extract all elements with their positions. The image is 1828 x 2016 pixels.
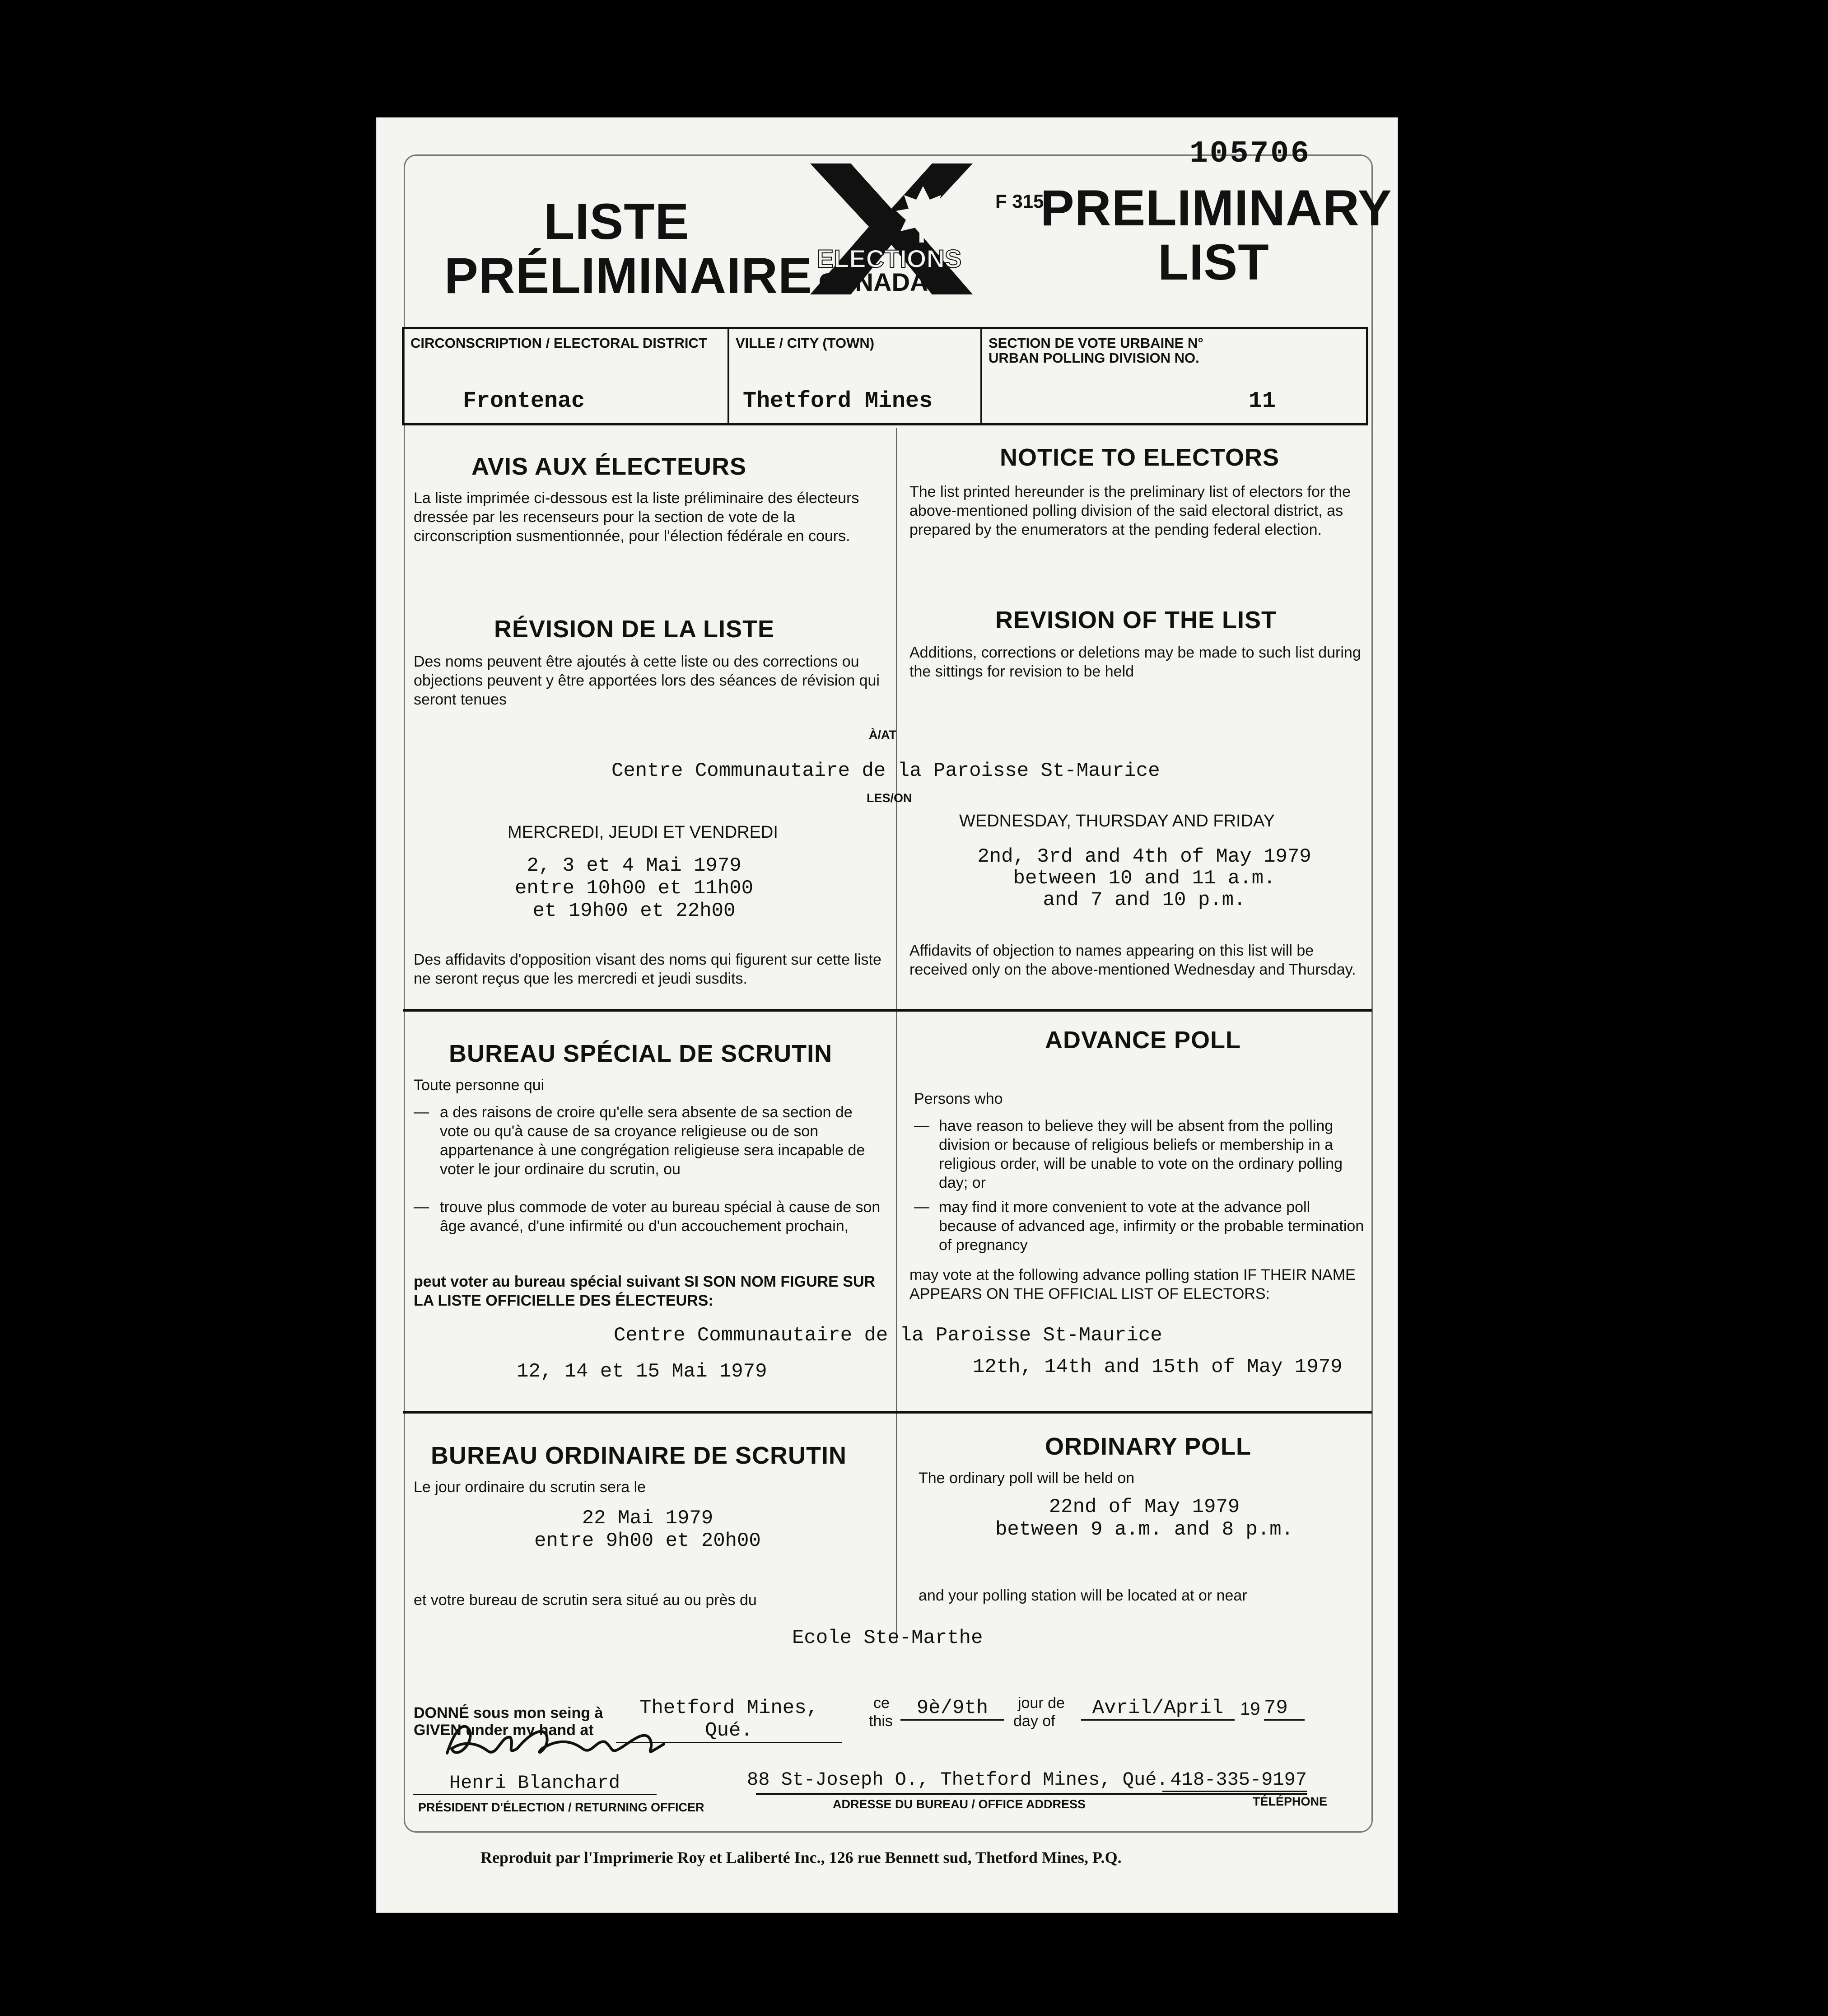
advance-title-en: ADVANCE POLL bbox=[1045, 1027, 1241, 1054]
ordinary-title-en: ORDINARY POLL bbox=[1045, 1433, 1252, 1460]
title-fr-line1: LISTE bbox=[544, 193, 690, 250]
advance-item1-en: have reason to believe they will be absent from the polling division or because of religious beliefs or membership in a religious order, will be unable to vote on the ordinary polling day; or bbox=[939, 1117, 1343, 1191]
on-label: LES/ON bbox=[867, 791, 912, 805]
ordinary-title-fr: BUREAU ORDINAIRE DE SCRUTIN bbox=[431, 1442, 847, 1469]
given-place: Thetford Mines, Qué. bbox=[616, 1697, 842, 1743]
advance-dates-fr: 12, 14 et 15 Mai 1979 bbox=[517, 1360, 767, 1383]
given-year-suffix: 79 bbox=[1264, 1697, 1305, 1721]
station-text-fr: et votre bureau de scrutin sera situé au ou près du bbox=[414, 1591, 757, 1609]
ce-label: ce bbox=[873, 1694, 890, 1712]
ordinary-date-fr: 22 Mai 1979 bbox=[582, 1507, 713, 1530]
revision-dates-en: 2nd, 3rd and 4th of May 1979 bbox=[977, 845, 1311, 868]
revision-times-en-1: between 10 and 11 a.m. bbox=[1013, 867, 1276, 890]
notice-sheet: 105706 LISTE PRÉLIMINAIRE ELECTIONS CANADA F 315 PRELIMINARY LIST CIRCONSCRIPTION / ELECTORAL DISTRICT Frontenac VILLE / CITY (TOWN) Thetford Mines SECTION DE VOTE URBAINE N° URBAN POLLING DIVISION NO. 11 AVIS AUX ÉLECTEURS La liste imprimée ci-dessous est la liste préliminaire des électeurs dressée par les recenseurs pour la section de vote de la circonscription susmentionnée, pour l'élection fédérale en cours. NOTICE TO ELECTORS The list printed hereunder is the preliminary list of electors for the above-mentioned polling division of the said electoral district, as prepared by the enumerators at the pending federal election. RÉVISION DE LA LISTE Des noms peuvent être ajoutés à cette liste ou des corrections ou objections peuvent y être apportées lors des séances de révision qui seront tenues REVISION OF THE LIST Additions, corrections or deletions may be made to such list during the sittings for revision to be held À/AT Centre Communautaire de la Paroisse St-Maurice LES/ON MERCREDI, JEUDI ET VENDREDI WEDNESDAY, THURSDAY AND FRIDAY 2, 3 et 4 Mai 1979 entre 10h00 et 11h00 et 19h00 et 22h00 2nd, 3rd and 4th of May 1979 between 10 and 11 a.m. and 7 and 10 p.m. Des affidavits d'opposition visant des noms qui figurent sur cette liste ne seront reçus que les mercredi et jeudi susdits. Affidavits of objection to names appearing on this list will be received only on the above-mentioned Wednesday and Thursday. BUREAU SPÉCIAL DE SCRUTIN Toute personne qui — a des raisons de croire qu'elle sera absente de sa section de vote ou qu'à cause de sa croyance religieuse ou de son appartenance à une congrégation religieuse sera incapable de voter le jour ordinaire du scrutin, ou — trouve plus commode de voter au bureau spécial à cause de son âge avancé, d'une infirmité ou d'un accouchement prochain, peut voter au bureau spécial suivant SI SON NOM FIGURE SUR LA LISTE OFFICIELLE DES ÉLECTEURS: ADVANCE POLL Persons who — have reason to believe they will be absent from the polling division or because of religious beliefs or membership in a religious order, will be unable to vote on the ordinary polling day; or — may find it more convenient to vote at the advance poll because of advanced age, infirmity or the probable termination of pregnancy may vote at the following advance polling station IF THEIR NAME APPEARS ON THE OFFICIAL LIST OF ELECTORS: Centre Communautaire de la Paroisse St-Maurice 12, 14 et 15 Mai 1979 12th, 14th and 15th of May 1979 BUREAU ORDINAIRE DE SCRUTIN Le jour ordinaire du scrutin sera le 22 Mai 1979 entre 9h00 et 20h00 ORDINARY POLL The ordinary poll will be held on 22nd of May 1979 between 9 a.m. and 8 p.m. et votre bureau de scrutin sera situé au ou près du and your polling station will be located at or near Ecole Ste-Marthe DONNÉ sous mon seing à GIVEN under my hand at Thetford Mines, Qué. ce this 9è/9th jour de day of Avril/April 19 79 Henri Blanchard 88 St-Joseph O., Thetford Mines, Qué. 418-335-9197 PRÉSIDENT D'ÉLECTION / RETURNING OFFICER ADRESSE DU BUREAU / OFFICE ADDRESS TÉLÉPHONE Reproduit par l'Imprimerie Roy et Laliberté Inc., 126 rue Bennett sud, Thetford Mines, P.Q. bbox=[377, 118, 1397, 1912]
revision-times-en-2: and 7 and 10 p.m. bbox=[1043, 889, 1246, 911]
day-of-label: day of bbox=[1013, 1713, 1055, 1730]
jour-label: jour de bbox=[1018, 1694, 1065, 1712]
division-cell bbox=[982, 329, 1366, 423]
district-cell bbox=[404, 329, 729, 423]
this-label: this bbox=[869, 1713, 893, 1730]
notice-title-fr: AVIS AUX ÉLECTEURS bbox=[471, 453, 747, 480]
ordinary-intro-en: The ordinary poll will be held on bbox=[919, 1470, 1135, 1487]
notice-title-en: NOTICE TO ELECTORS bbox=[1000, 444, 1280, 471]
given-label-fr: DONNÉ sous mon seing à bbox=[414, 1704, 603, 1722]
printer-line: Reproduit par l'Imprimerie Roy et Laliberté Inc., 126 rue Bennett sud, Thetford Mines, P.Q. bbox=[480, 1848, 1122, 1867]
revision-times-fr-2: et 19h00 et 22h00 bbox=[532, 900, 736, 922]
section-rule-2 bbox=[403, 1411, 1372, 1414]
advance-outro-en: may vote at the following advance polling station IF THEIR NAME APPEARS ON THE OFFICIAL LIST OF ELECTORS: bbox=[909, 1266, 1356, 1302]
affidavit-text-en: Affidavits of objection to names appearing on this list will be received only on the above-mentioned Wednesday and Thursday. bbox=[909, 942, 1356, 978]
city-value: Thetford Mines bbox=[743, 388, 933, 414]
advance-title-fr: BUREAU SPÉCIAL DE SCRUTIN bbox=[449, 1040, 833, 1067]
column-divider bbox=[896, 428, 897, 1643]
logo-text-line1: ELECTIONS bbox=[816, 244, 962, 273]
advance-item2-fr: trouve plus commode de voter au bureau spécial à cause de son âge avancé, d'une infirmité ou d'un accouchement prochain, bbox=[440, 1199, 881, 1235]
revision-days-en: WEDNESDAY, THURSDAY AND FRIDAY bbox=[959, 812, 1275, 831]
advance-item2-en: may find it more convenient to vote at the advance poll because of advanced age, infirmity or the probable termination of pregnancy bbox=[939, 1199, 1364, 1254]
given-day: 9è/9th bbox=[900, 1697, 1004, 1721]
given-month: Avril/April bbox=[1081, 1697, 1235, 1721]
revision-text-en: Additions, corrections or deletions may be made to such list during the sittings for revision to be held bbox=[909, 644, 1361, 680]
officer-address: 88 St-Joseph O., Thetford Mines, Qué. bbox=[747, 1769, 1168, 1791]
advance-intro-en: Persons who bbox=[914, 1090, 1003, 1107]
affidavit-text-fr: Des affidavits d'opposition visant des noms qui figurent sur cette liste ne seront reçus que les mercredi et jeudi susdits. bbox=[414, 951, 881, 987]
ordinary-intro-fr: Le jour ordinaire du scrutin sera le bbox=[414, 1479, 646, 1496]
elections-canada-logo bbox=[801, 159, 982, 303]
advance-dates-en: 12th, 14th and 15th of May 1979 bbox=[973, 1356, 1343, 1378]
advance-item1-fr: a des raisons de croire qu'elle sera absente de sa section de vote ou qu'à cause de sa croyance religieuse ou de son appartenance à une congrégation religieuse sera incapable de voter le jour ordinaire du scrutin, ou bbox=[440, 1104, 865, 1178]
revision-location: Centre Communautaire de la Paroisse St-Maurice bbox=[611, 760, 1160, 782]
ordinary-time-fr: entre 9h00 et 20h00 bbox=[534, 1530, 761, 1552]
revision-dates-fr: 2, 3 et 4 Mai 1979 bbox=[527, 854, 741, 877]
address-label: ADRESSE DU BUREAU / OFFICE ADDRESS bbox=[833, 1797, 1086, 1811]
ordinary-date-en: 22nd of May 1979 bbox=[1049, 1496, 1240, 1518]
revision-title-en: REVISION OF THE LIST bbox=[995, 607, 1277, 634]
officer-signature bbox=[438, 1717, 673, 1767]
ordinary-time-en: between 9 a.m. and 8 p.m. bbox=[995, 1518, 1294, 1541]
officer-title-label: PRÉSIDENT D'ÉLECTION / RETURNING OFFICER bbox=[418, 1801, 704, 1814]
district-value: Frontenac bbox=[463, 388, 585, 414]
district-header-table bbox=[402, 327, 1368, 425]
officer-phone: 418-335-9197 bbox=[1162, 1769, 1307, 1792]
district-label: CIRCONSCRIPTION / ELECTORAL DISTRICT bbox=[410, 335, 707, 351]
phone-label: TÉLÉPHONE bbox=[1253, 1795, 1328, 1808]
division-value: 11 bbox=[1249, 388, 1276, 414]
advance-location: Centre Communautaire de la Paroisse St-Maurice bbox=[614, 1324, 1162, 1347]
title-en-line2: LIST bbox=[1158, 234, 1269, 290]
title-fr-line2: PRÉLIMINAIRE bbox=[444, 247, 812, 304]
city-cell bbox=[729, 329, 982, 423]
given-label-en: GIVEN under my hand at bbox=[414, 1722, 594, 1739]
station-text-en: and your polling station will be located at or near bbox=[919, 1587, 1247, 1604]
advance-outro-fr: peut voter au bureau spécial suivant SI SON NOM FIGURE SUR LA LISTE OFFICIELLE DES ÉLECTEURS: bbox=[414, 1273, 876, 1309]
revision-times-fr-1: entre 10h00 et 11h00 bbox=[514, 877, 754, 900]
notice-text-fr: La liste imprimée ci-dessous est la liste préliminaire des électeurs dressée par les recenseurs pour la section de vote de la circonscription susmentionnée, pour l'élection fédérale en cours. bbox=[414, 490, 859, 545]
polling-station: Ecole Ste-Marthe bbox=[792, 1627, 983, 1649]
serial-number: 105706 bbox=[1189, 136, 1311, 171]
notice-text-en: The list printed hereunder is the preliminary list of electors for the above-mentioned polling division of the said electoral district, as prepared by the enumerators at the pending federal election. bbox=[909, 483, 1351, 538]
advance-intro-fr: Toute personne qui bbox=[414, 1077, 545, 1094]
section-rule-1 bbox=[403, 1009, 1372, 1012]
logo-text-line2: CANADA bbox=[818, 268, 928, 296]
revision-days-fr: MERCREDI, JEUDI ET VENDREDI bbox=[508, 823, 778, 842]
at-label: À/AT bbox=[869, 728, 896, 742]
form-code: F 315 bbox=[995, 191, 1044, 212]
revision-title-fr: RÉVISION DE LA LISTE bbox=[494, 616, 775, 643]
title-en-line1: PRELIMINARY bbox=[1040, 180, 1392, 236]
given-year-prefix: 19 bbox=[1240, 1699, 1260, 1719]
revision-text-fr: Des noms peuvent être ajoutés à cette liste ou des corrections ou objections peuvent y être apportées lors des séances de révision qui seront tenues bbox=[414, 653, 880, 708]
division-label: SECTION DE VOTE URBAINE N° URBAN POLLING DIVISION NO. bbox=[989, 335, 1203, 366]
officer-name: Henri Blanchard bbox=[413, 1772, 657, 1795]
city-label: VILLE / CITY (TOWN) bbox=[736, 335, 875, 351]
